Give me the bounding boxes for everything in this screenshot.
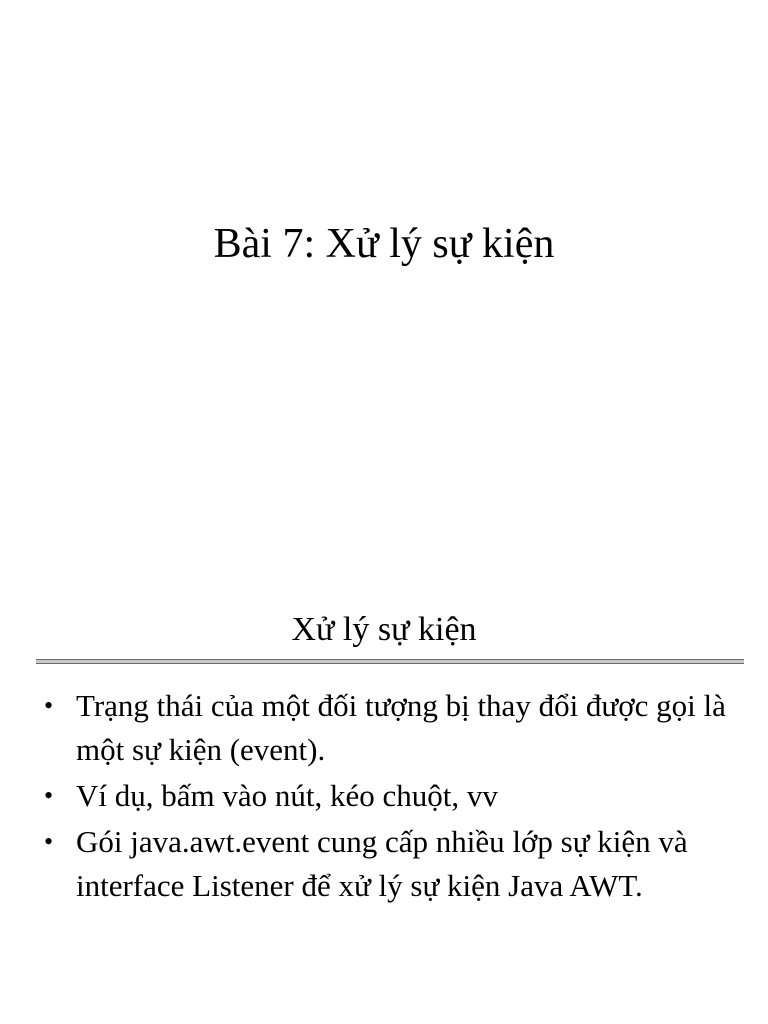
bullet-icon: • (44, 827, 54, 856)
bullet-item (40, 684, 730, 772)
bullet-list (40, 684, 730, 910)
slide-2 (0, 512, 768, 1024)
bullet-item (40, 774, 730, 818)
slide-2-title: Xử lý sự kiện (291, 611, 477, 648)
bullet-item (40, 820, 730, 908)
bullet-text: Trạng thái của một đối tượng bị thay đổi được gọi là một sự kiện (event). (76, 688, 726, 767)
title-divider (36, 659, 744, 664)
slide-1-title: Bài 7: Xử lý sự kiện (213, 221, 555, 267)
bullet-icon: • (44, 691, 54, 720)
bullet-text: Ví dụ, bấm vào nút, kéo chuột, vv (76, 778, 498, 813)
bullet-text: Gói java.awt.event cung cấp nhiều lớp sự kiện và interface Listener để xử lý sự kiện Java AWT. (76, 824, 688, 903)
bullet-icon: • (44, 781, 54, 810)
